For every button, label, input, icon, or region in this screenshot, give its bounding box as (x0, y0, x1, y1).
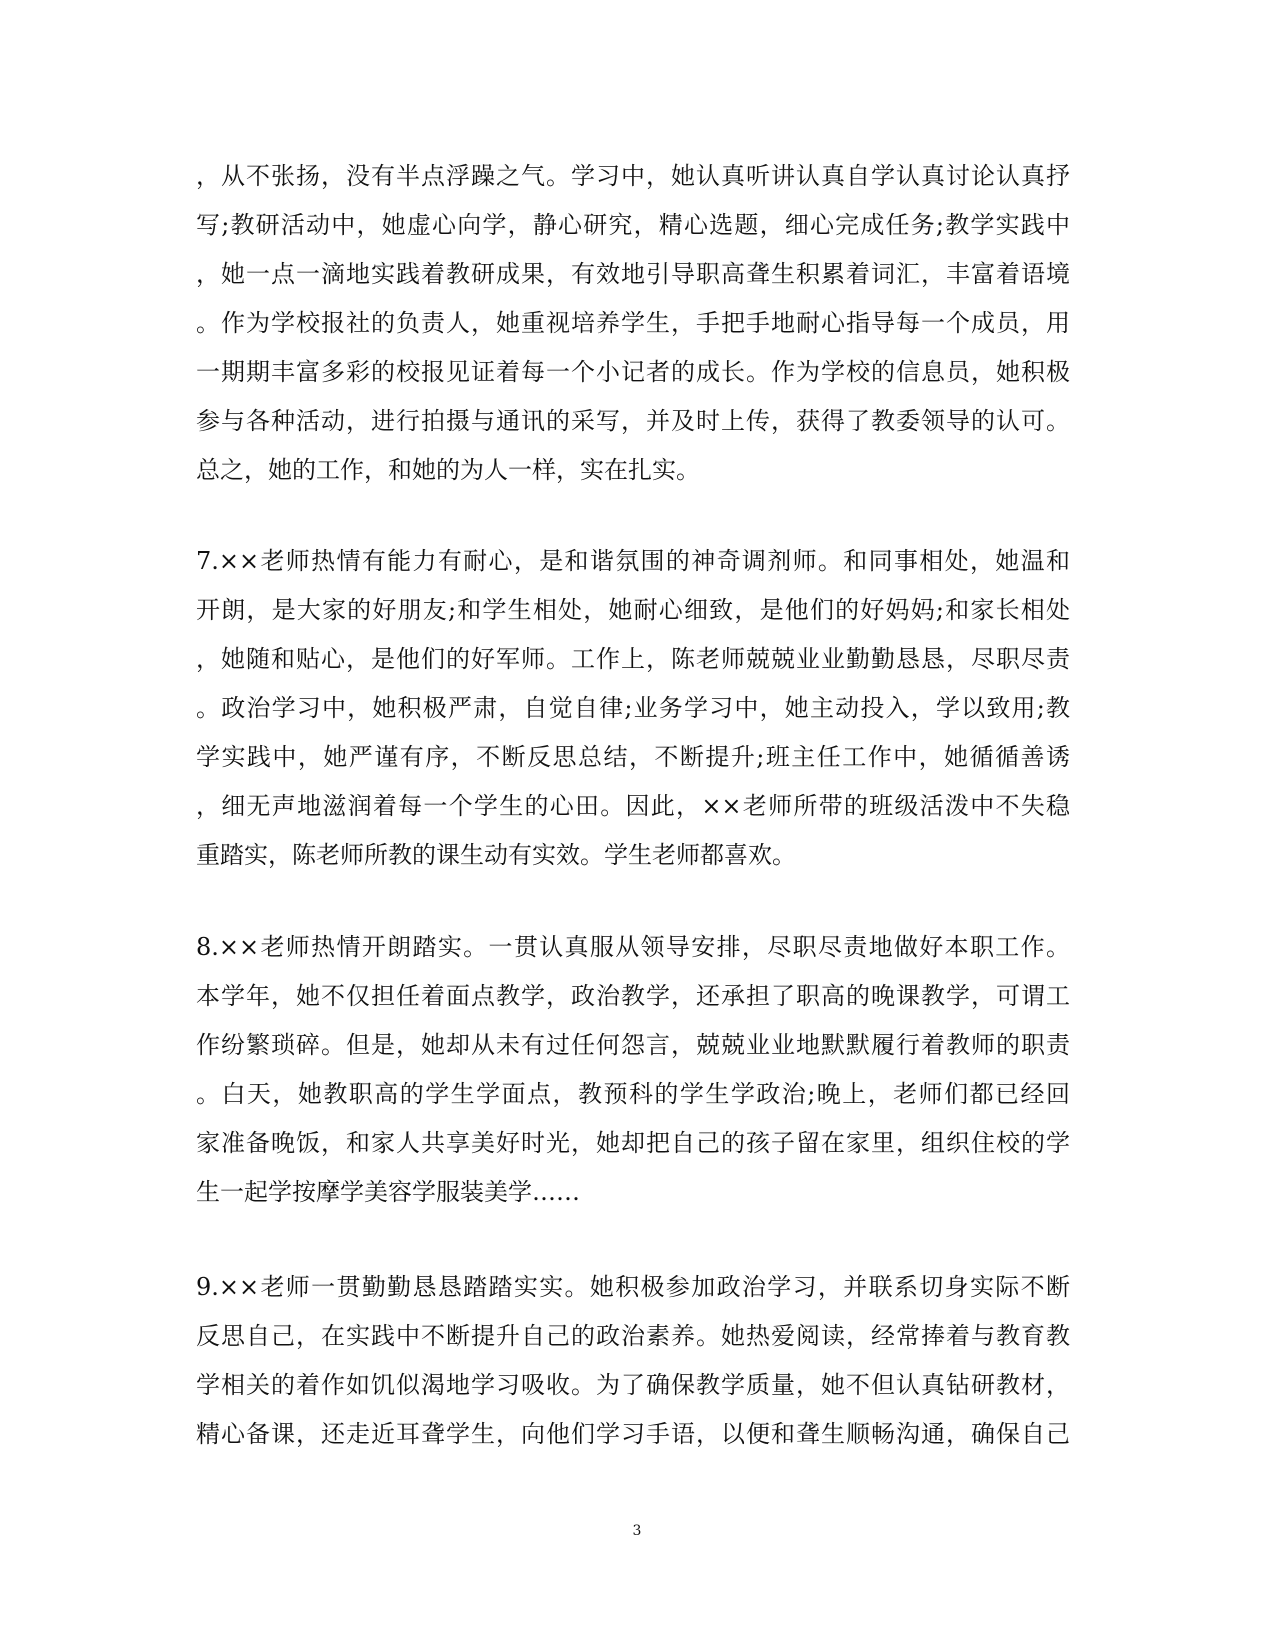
text-line: 学实践中，她严谨有序，不断反思总结，不断提升;班主任工作中，她循循善诱 (196, 743, 1070, 771)
text-line: 生一起学按摩学美容学服装美学…… (196, 1178, 580, 1206)
text-line: 。作为学校报社的负责人，她重视培养学生，手把手地耐心指导每一个成员，用 (196, 309, 1070, 337)
page-number: 3 (632, 1523, 642, 1539)
text-line: 。政治学习中，她积极严肃，自觉自律;业务学习中，她主动投入，学以致用;教 (196, 694, 1070, 722)
paragraph-teacher-7 (196, 537, 1070, 880)
text-line: 本学年，她不仅担任着面点教学，政治教学，还承担了职高的晚课教学，可谓工 (196, 982, 1070, 1010)
text-line: ，她随和贴心，是他们的好军师。工作上，陈老师兢兢业业勤勤恳恳，尽职尽责 (196, 645, 1070, 673)
text-line: 反思自己，在实践中不断提升自己的政治素养。她热爱阅读，经常捧着与教育教 (196, 1322, 1070, 1350)
text-line: 一期期丰富多彩的校报见证着每一个小记者的成长。作为学校的信息员，她积极 (196, 358, 1070, 386)
text-line: ，细无声地滋润着每一个学生的心田。因此，××老师所带的班级活泼中不失稳 (196, 792, 1070, 820)
text-line: 重踏实，陈老师所教的课生动有实效。学生老师都喜欢。 (196, 841, 796, 869)
text-line: 精心备课，还走近耳聋学生，向他们学习手语，以便和聋生顺畅沟通，确保自己 (196, 1420, 1070, 1448)
paragraph-teacher-9 (196, 1263, 1070, 1459)
text-line: 7.××老师热情有能力有耐心，是和谐氛围的神奇调剂师。和同事相处，她温和 (196, 547, 1070, 575)
text-line: 开朗，是大家的好朋友;和学生相处，她耐心细致，是他们的好妈妈;和家长相处 (196, 596, 1070, 624)
text-line: 写;教研活动中，她虚心向学，静心研究，精心选题，细心完成任务;教学实践中 (196, 211, 1070, 239)
text-line: 。白天，她教职高的学生学面点，教预科的学生学政治;晚上，老师们都已经回 (196, 1080, 1070, 1108)
text-line: 9.××老师一贯勤勤恳恳踏踏实实。她积极参加政治学习，并联系切身实际不断 (196, 1273, 1070, 1301)
text-line: 总之，她的工作，和她的为人一样，实在扎实。 (196, 456, 700, 484)
text-line: 学相关的着作如饥似渴地学习吸收。为了确保教学质量，她不但认真钻研教材， (196, 1371, 1070, 1399)
text-line: ，从不张扬，没有半点浮躁之气。学习中，她认真听讲认真自学认真讨论认真抒 (196, 162, 1070, 190)
paragraph-teacher-6-continued (196, 152, 1070, 495)
text-line: 作纷繁琐碎。但是，她却从未有过任何怨言，兢兢业业地默默履行着教师的职责 (196, 1031, 1070, 1059)
text-line: 家准备晚饭，和家人共享美好时光，她却把自己的孩子留在家里，组织住校的学 (196, 1129, 1070, 1157)
text-line: 8.××老师热情开朗踏实。一贯认真服从领导安排，尽职尽责地做好本职工作。 (196, 933, 1070, 961)
text-line: ，她一点一滴地实践着教研成果，有效地引导职高聋生积累着词汇，丰富着语境 (196, 260, 1070, 288)
paragraph-teacher-8 (196, 923, 1070, 1217)
text-line: 参与各种活动，进行拍摄与通讯的采写，并及时上传，获得了教委领导的认可。 (196, 407, 1070, 435)
